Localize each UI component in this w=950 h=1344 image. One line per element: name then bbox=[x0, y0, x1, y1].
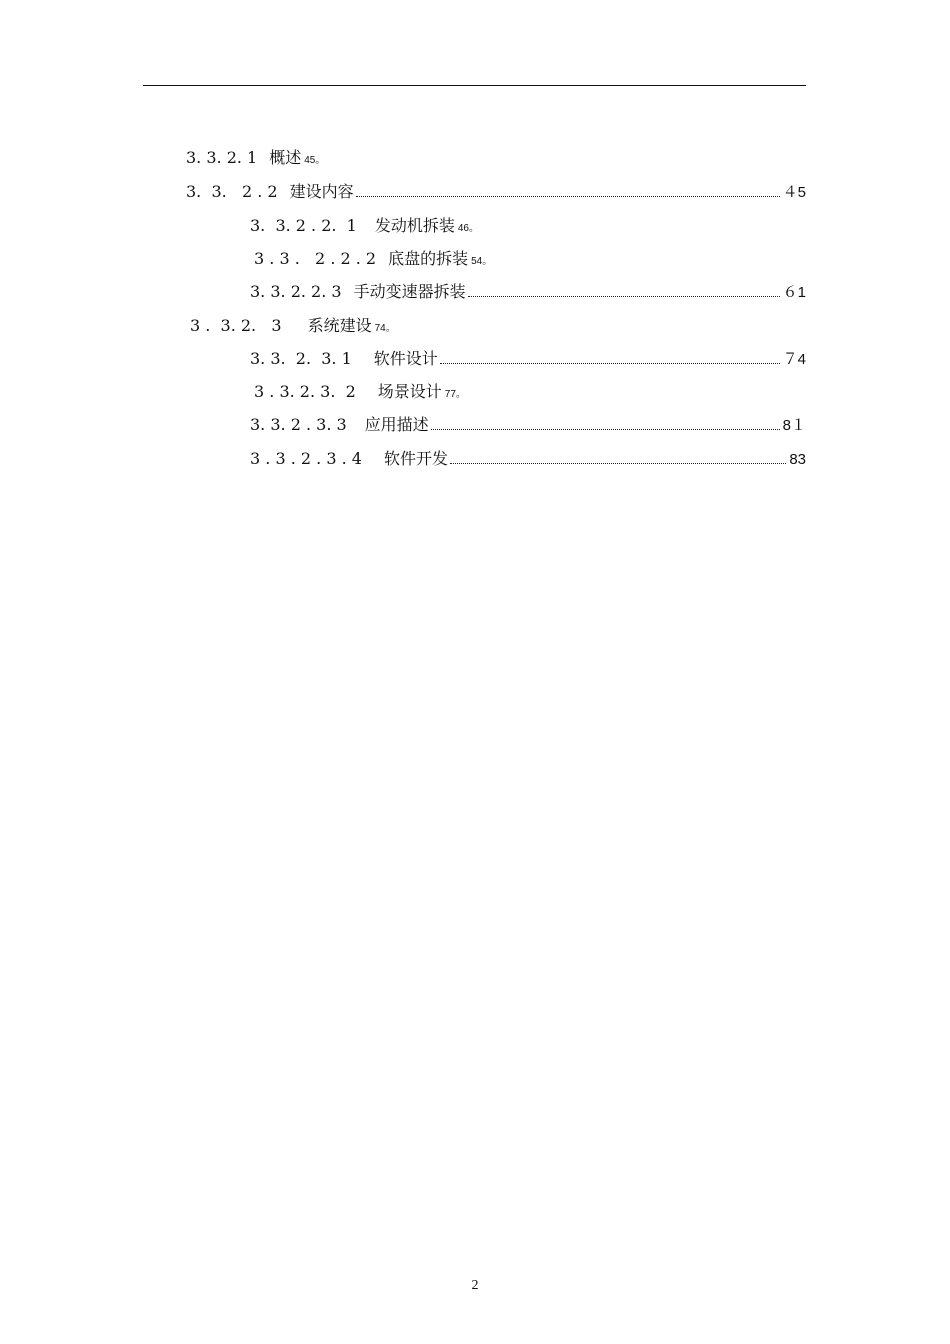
toc-entry-number: 3. 3. 2. 1 bbox=[186, 148, 258, 167]
table-of-contents bbox=[0, 0, 950, 480]
toc-entry-number: 3. 3. 2 . 3. 3 bbox=[250, 415, 347, 434]
toc-entry-page: 77。 bbox=[444, 389, 466, 400]
toc-entry[interactable] bbox=[186, 145, 325, 171]
toc-entry-title: 底盘的拆装 bbox=[388, 249, 469, 268]
toc-entry[interactable] bbox=[250, 346, 806, 372]
toc-leader-dots bbox=[450, 463, 786, 464]
toc-entry-title: 软件开发 bbox=[383, 449, 448, 468]
toc-entry-title: 软件设计 bbox=[373, 349, 438, 368]
toc-leader-dots bbox=[431, 429, 780, 430]
toc-entry-number: 3 . 3. 2. 3 bbox=[190, 316, 282, 335]
toc-leader-dots bbox=[440, 363, 780, 364]
toc-entry-number: 3. 3. 2. 3. 1 bbox=[250, 349, 352, 368]
toc-entry-number: 3. 3. 2 . 2. 1 bbox=[250, 216, 357, 235]
toc-entry[interactable] bbox=[250, 412, 806, 438]
toc-entry-number: 3 . 3 . 2 . 3 . 4 bbox=[250, 449, 362, 468]
toc-entry-title: 发动机拆装 bbox=[374, 216, 455, 235]
toc-entry-page: 74。 bbox=[374, 323, 396, 334]
toc-entry-title: 概述 bbox=[269, 148, 302, 167]
toc-entry[interactable] bbox=[190, 313, 396, 339]
toc-entry-page: 83 bbox=[789, 451, 806, 468]
toc-entry-number: 3. 3. 2 . 2 bbox=[186, 182, 278, 201]
toc-entry[interactable] bbox=[186, 179, 806, 205]
toc-entry-page: ７4 bbox=[782, 351, 806, 368]
toc-entry-number: 3. 3. 2. 2. 3 bbox=[250, 282, 342, 301]
page-number: 2 bbox=[471, 1278, 479, 1293]
toc-entry-title: 手动变速器拆装 bbox=[353, 282, 466, 301]
toc-leader-dots bbox=[356, 196, 780, 197]
toc-entry-page: 8１ bbox=[782, 417, 806, 434]
toc-entry-page: 45。 bbox=[304, 155, 326, 166]
toc-entry-title: 系统建设 bbox=[307, 316, 372, 335]
toc-entry-title: 建设内容 bbox=[289, 182, 354, 201]
toc-entry[interactable] bbox=[254, 379, 466, 405]
toc-entry-page: ６1 bbox=[782, 284, 806, 301]
toc-entry-number: 3 . 3. 2. 3. 2 bbox=[254, 382, 356, 401]
toc-entry-number: 3 . 3 . 2 . 2 . 2 bbox=[254, 249, 377, 268]
toc-leader-dots bbox=[468, 296, 780, 297]
toc-entry[interactable] bbox=[250, 446, 806, 472]
toc-entry[interactable] bbox=[254, 246, 492, 272]
toc-entry-page: 54。 bbox=[471, 256, 493, 267]
toc-entry-page: 46。 bbox=[457, 223, 479, 234]
toc-entry-page: ４5 bbox=[782, 184, 806, 201]
toc-entry-title: 场景设计 bbox=[377, 382, 442, 401]
toc-entry[interactable] bbox=[250, 279, 806, 305]
toc-entry[interactable] bbox=[250, 213, 479, 239]
toc-entry-title: 应用描述 bbox=[364, 415, 429, 434]
